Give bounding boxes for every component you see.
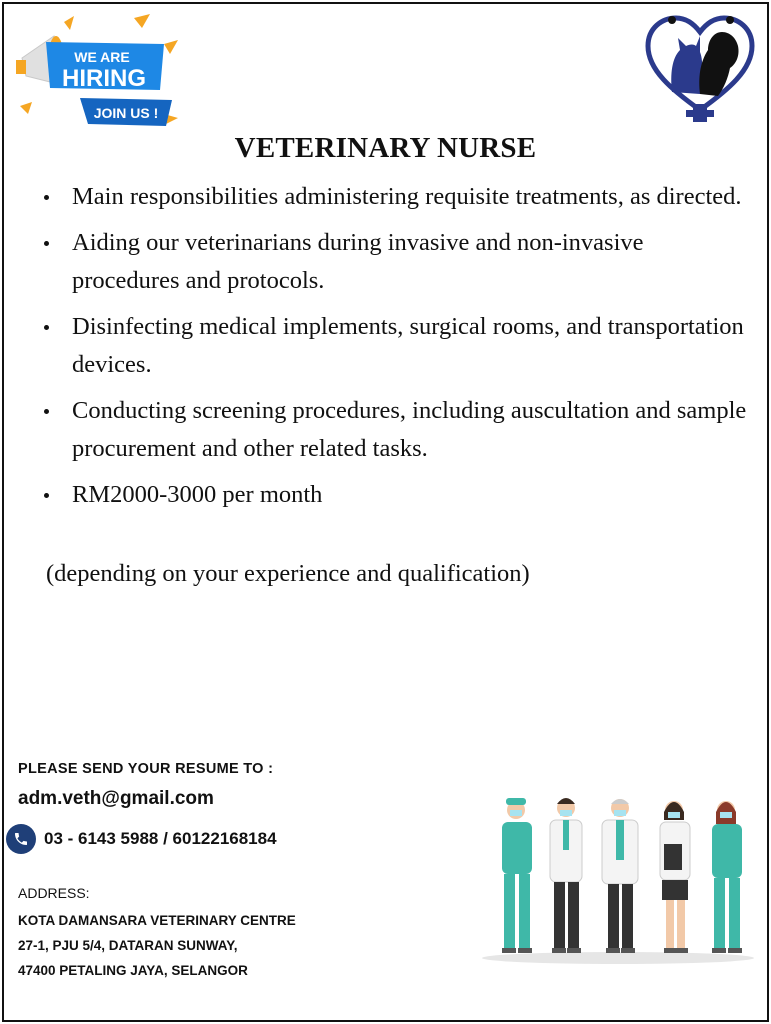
- list-item: [44, 392, 754, 469]
- phone-icon: [6, 824, 36, 854]
- contact-email[interactable]: adm.veth@gmail.com: [18, 788, 214, 809]
- badge-line2: HIRING: [62, 65, 146, 92]
- address-line: 27-1, PJU 5/4, DATARAN SUNWAY,: [18, 938, 238, 953]
- medical-team-illustration: [478, 790, 758, 970]
- badge-line1: WE ARE: [74, 49, 130, 65]
- badge-line3: JOIN US !: [93, 105, 159, 121]
- bullet-dot: [44, 409, 49, 414]
- nurse-figure: [502, 798, 532, 953]
- senior-doctor-figure: [602, 799, 638, 953]
- doctor-figure: [550, 798, 582, 953]
- address-line: 47400 PETALING JAYA, SELANGOR: [18, 963, 248, 978]
- bullet-dot: [44, 493, 49, 498]
- send-resume-label: [18, 760, 273, 778]
- bullet-dot: [44, 241, 49, 246]
- address-block: [18, 908, 296, 983]
- bullet-dot: [44, 195, 49, 200]
- list-item: [44, 476, 754, 515]
- send-resume-text: PLEASE SEND YOUR RESUME TO :: [18, 761, 274, 777]
- hiring-badge: [14, 14, 182, 132]
- address-label: ADDRESS:: [18, 885, 90, 901]
- vet-logo-icon: [642, 12, 758, 124]
- bullet-text: RM2000-3000 per month: [72, 480, 323, 508]
- list-item: [44, 178, 754, 217]
- bullet-text: Main responsibilities administering requisite treatments, as directed.: [72, 183, 742, 210]
- address-line: KOTA DAMANSARA VETERINARY CENTRE: [18, 913, 296, 928]
- list-item: [44, 224, 754, 301]
- phone-row: [6, 824, 277, 854]
- phone-number[interactable]: 03 - 6143 5988 / 60122168184: [44, 829, 277, 848]
- list-item: [44, 308, 754, 385]
- female-doctor-figure: [660, 801, 690, 953]
- bullet-text: Conducting screening procedures, including auscultation and sample procurement and other related tasks.: [72, 396, 747, 462]
- job-title: VETERINARY NURSE: [234, 132, 537, 164]
- salary-note: (depending on your experience and qualification): [46, 560, 530, 587]
- responsibilities-list: [44, 178, 754, 521]
- bullet-dot: [44, 325, 49, 330]
- female-nurse-figure: [712, 801, 742, 953]
- bullet-text: Aiding our veterinarians during invasive and non-invasive procedures and protocols.: [72, 228, 644, 294]
- bullet-text: Disinfecting medical implements, surgical rooms, and transportation devices.: [72, 312, 744, 378]
